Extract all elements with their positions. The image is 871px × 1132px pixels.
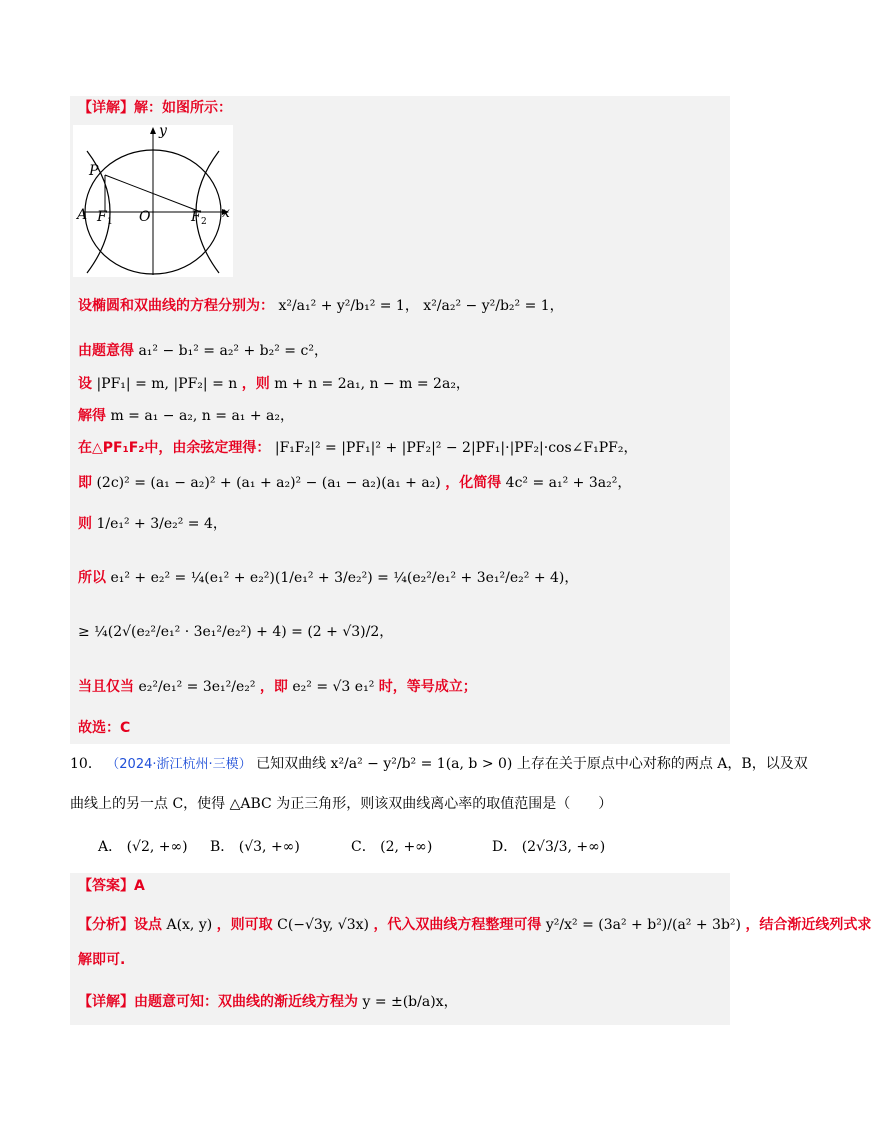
solution-line-6 xyxy=(78,473,631,493)
detail-text: 【详解】由题意可知：双曲线的渐近线方程为 xyxy=(78,994,358,1010)
solution-line-1 xyxy=(78,296,564,316)
label-f2-sub: 2 xyxy=(201,217,207,227)
option-c-value: (2, +∞) xyxy=(380,839,433,855)
option-d[interactable] xyxy=(492,836,605,856)
line3-text2: ，则 xyxy=(241,376,270,392)
option-b-value: (√3, +∞) xyxy=(238,839,300,855)
option-c[interactable] xyxy=(351,836,432,856)
line6-math2: 4c² = a₁² + 3a₂²， xyxy=(505,475,632,491)
solution-line-2 xyxy=(78,341,328,361)
figure-svg xyxy=(73,125,233,277)
option-b[interactable] xyxy=(210,836,300,856)
analysis-text-4: ，结合渐近线列式求 xyxy=(745,917,871,933)
solution-line-5 xyxy=(78,438,637,458)
option-a[interactable] xyxy=(98,836,188,856)
line10-text: 当且仅当 xyxy=(78,679,134,695)
label-f2: F xyxy=(191,209,201,225)
line10-text2: ，即 xyxy=(259,679,288,695)
line2-text: 由题意得 xyxy=(78,343,134,359)
analysis-text-3: ，代入双曲线方程整理可得 xyxy=(373,917,542,933)
analysis-line-2: 解即可. xyxy=(78,952,126,968)
line4-math: m = a₁ − a₂, n = a₁ + a₂， xyxy=(110,408,295,424)
line10-text3: 时，等号成立； xyxy=(378,679,477,695)
analysis-text-1: 【分析】设点 xyxy=(78,917,162,933)
option-a-value: (√2, +∞) xyxy=(126,839,188,855)
detail-heading: 【详解】解：如图所示： xyxy=(78,100,232,116)
line6-text: 即 xyxy=(78,475,92,491)
line10-math: e₂²/e₁² = 3e₁²/e₂² xyxy=(138,679,256,695)
line7-text: 则 xyxy=(78,516,92,532)
option-a-label: A． xyxy=(98,839,123,855)
solution-line-10 xyxy=(78,677,477,697)
line1-text: 设椭圆和双曲线的方程分别为： xyxy=(78,298,274,314)
question-source: （2024·浙江杭州·三模） xyxy=(106,757,252,772)
analysis-math-2: C(−√3y, √3x) xyxy=(277,917,369,933)
solution-line-7 xyxy=(78,514,227,534)
analysis-line-1 xyxy=(78,915,871,935)
analysis-math-1: A(x, y) xyxy=(166,917,213,933)
label-f1-sub: 1 xyxy=(107,217,113,227)
label-a: A xyxy=(77,207,88,223)
option-c-label: C． xyxy=(351,839,376,855)
question-math-1: x²/a² − y²/b² = 1(a, b > 0) xyxy=(330,756,513,772)
line7-math: 1/e₁² + 3/e₂² = 4， xyxy=(96,516,227,532)
question-text-1: 已知双曲线 xyxy=(256,756,327,772)
question-line-1 xyxy=(70,754,808,775)
solution-line-9 xyxy=(78,622,393,642)
line6-math: (2c)² = (a₁ − a₂)² + (a₁ + a₂)² − (a₁ − a₂)(a₁ + a₂) xyxy=(96,475,441,491)
line10-math2: e₂² = √3 e₁² xyxy=(292,679,375,695)
option-d-value: (2√3/3, +∞) xyxy=(521,839,606,855)
label-p: P xyxy=(89,163,99,179)
line1-math: x²/a₁² + y²/b₁² = 1， x²/a₂² − y²/b₂² = 1， xyxy=(278,298,564,314)
ellipse-hyperbola-figure xyxy=(73,125,233,277)
y-axis-arrow-icon xyxy=(150,127,156,134)
option-b-label: B． xyxy=(210,839,235,855)
solution-line-4 xyxy=(78,406,294,426)
detail-math: y = ±(b/a)x， xyxy=(362,994,458,1010)
label-y: y xyxy=(159,123,167,139)
solution-choice: 故选：C xyxy=(78,720,131,736)
question-text-2: 上存在关于原点中心对称的两点 xyxy=(516,756,713,772)
line6-text2: ，化简得 xyxy=(445,475,502,491)
line3-math: |PF₁| = m, |PF₂| = n xyxy=(96,376,238,392)
label-o: O xyxy=(139,209,151,225)
line8-math: e₁² + e₂² = ¼(e₁² + e₂²)(1/e₁² + 3/e₂²) = ¼(e₂²/e₁² + 3e₁²/e₂² + 4)， xyxy=(110,570,579,586)
question-number: 10． xyxy=(70,756,102,772)
line5-math: |F₁F₂|² = |PF₁|² + |PF₂|² − 2|PF₁|·|PF₂|·cos∠F₁PF₂， xyxy=(274,440,638,456)
analysis-math-3: y²/x² = (3a² + b²)/(a² + 3b²) xyxy=(545,917,741,933)
line9-math: ≥ ¼(2√(e₂²/e₁² · 3e₁²/e₂²) + 4) = (2 + √3)/2， xyxy=(78,624,394,640)
label-f1: F xyxy=(97,209,107,225)
analysis-text-2: ，则可取 xyxy=(216,917,273,933)
line3-math2: m + n = 2a₁, n − m = 2a₂， xyxy=(274,376,470,392)
detail-line xyxy=(78,992,458,1012)
answer-heading: 【答案】A xyxy=(78,878,145,894)
line2-math: a₁² − b₁² = a₂² + b₂² = c²， xyxy=(138,343,328,359)
label-x: x xyxy=(222,205,230,221)
question-line-2: 曲线上的另一点 C，使得 △ABC 为正三角形，则该双曲线离心率的取值范围是（ ） xyxy=(70,796,613,812)
solution-line-3 xyxy=(78,374,470,394)
line3-text: 设 xyxy=(78,376,92,392)
option-d-label: D． xyxy=(492,839,518,855)
question-text-3: A，B，以及双 xyxy=(717,756,808,772)
line8-text: 所以 xyxy=(78,570,106,586)
line4-text: 解得 xyxy=(78,408,106,424)
line5-text: 在△PF₁F₂中，由余弦定理得： xyxy=(78,440,271,456)
solution-line-8 xyxy=(78,568,578,588)
